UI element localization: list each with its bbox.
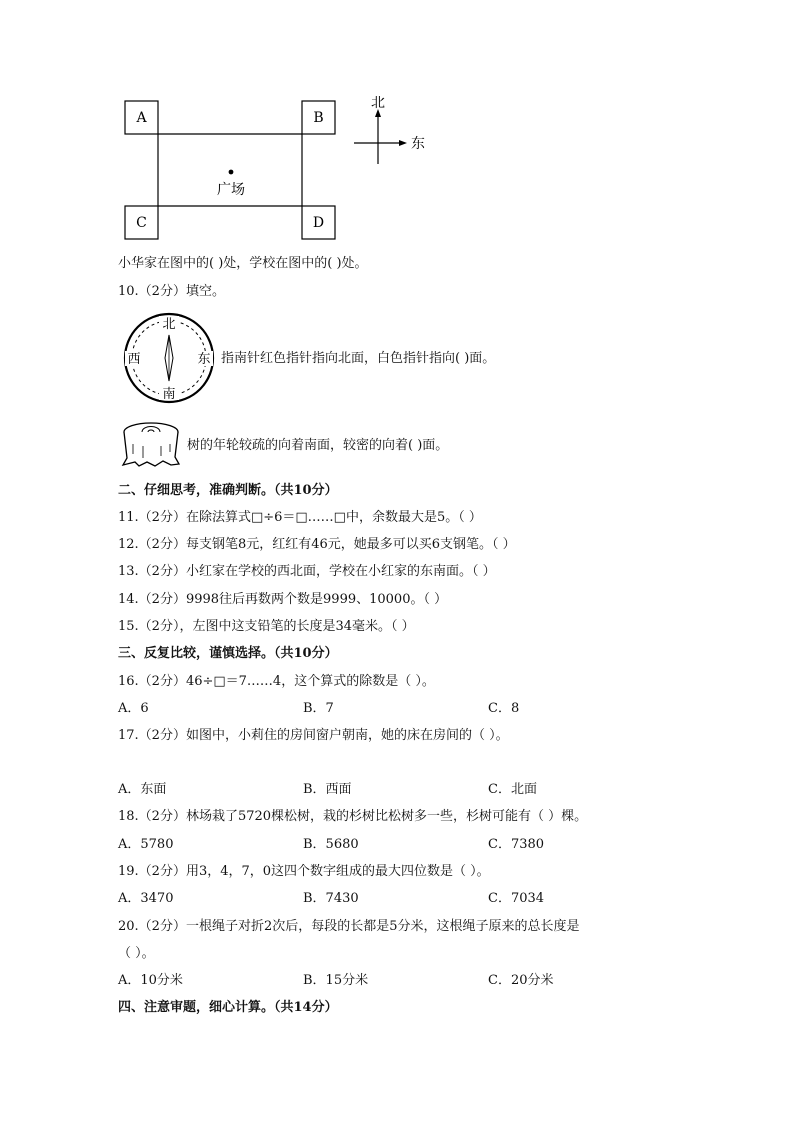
corner-label-c: C xyxy=(136,215,147,231)
square-label: 广场 xyxy=(217,182,245,198)
q15: 15.（2分），左图中这支铅笔的长度是34毫米。（ ） xyxy=(118,619,415,634)
tree-stump-icon xyxy=(121,420,183,470)
compass-dir-north: 北 xyxy=(162,317,176,332)
q9-text: 小华家在图中的( )处，学校在图中的( )处。 xyxy=(118,256,368,271)
compass-question: 指南针红色指针指向北面，白色指针指向( )面。 xyxy=(221,351,496,366)
q20-option-b: B．15分米 xyxy=(303,973,369,988)
map-figure xyxy=(118,96,438,246)
q16-stem: 16.（2分）46÷□＝7……4，这个算式的除数是（ ）。 xyxy=(118,674,435,689)
compass-dir-south: 南 xyxy=(162,387,176,402)
section-3-title: 三、反复比较，谨慎选择。（共10分） xyxy=(118,646,338,661)
compass-dir-west: 西 xyxy=(127,352,141,367)
compass-dir-east: 东 xyxy=(197,352,211,367)
q19-stem: 19.（2分）用3，4，7，0这四个数字组成的最大四位数是（ ）。 xyxy=(118,864,490,879)
q17-option-a: A．东面 xyxy=(118,782,167,797)
q18-option-c: C．7380 xyxy=(488,837,545,852)
q17-option-b: B．西面 xyxy=(303,782,352,797)
q10-stem: 10.（2分）填空。 xyxy=(118,284,225,299)
corner-label-d: D xyxy=(312,215,325,231)
q17-stem: 17.（2分）如图中，小莉住的房间窗户朝南，她的床在房间的（ ）。 xyxy=(118,728,509,743)
q16-option-b: B．7 xyxy=(303,701,334,716)
section-2-title: 二、仔细思考，准确判断。（共10分） xyxy=(118,483,338,498)
q16-option-a: A．6 xyxy=(118,701,149,716)
q20-option-c: C．20分米 xyxy=(488,973,554,988)
corner-label-a: A xyxy=(136,110,147,126)
square-point xyxy=(229,170,234,175)
q11: 11.（2分）在除法算式□÷6＝□……□中，余数最大是5。（ ） xyxy=(118,510,482,525)
q19-option-b: B．7430 xyxy=(303,891,359,906)
stump-question: 树的年轮较疏的向着南面，较密的向着( )面。 xyxy=(187,438,449,453)
q16-option-c: C．8 xyxy=(488,701,520,716)
q19-option-c: C．7034 xyxy=(488,891,545,906)
q18-option-a: A．5780 xyxy=(118,837,174,852)
q19-option-a: A．3470 xyxy=(118,891,174,906)
q20-stem-continued: （ ）。 xyxy=(118,946,155,961)
q20-option-a: A．10分米 xyxy=(118,973,183,988)
q18-option-b: B．5680 xyxy=(303,837,359,852)
compass-north-label: 北 xyxy=(371,96,385,111)
q12: 12.（2分）每支钢笔8元，红红有46元，她最多可以买6支钢笔。（ ） xyxy=(118,537,516,552)
section-4-title: 四、注意审题，细心计算。（共14分） xyxy=(118,1000,338,1015)
q20-stem: 20.（2分）一根绳子对折2次后，每段的长都是5分米，这根绳子原来的总长度是 xyxy=(118,919,580,934)
compass-illustration xyxy=(121,312,219,404)
q14: 14.（2分）9998往后再数两个数是9999、10000。（ ） xyxy=(118,592,448,607)
corner-label-b: B xyxy=(313,110,324,126)
q18-stem: 18.（2分）林场栽了5720棵松树，栽的杉树比松树多一些，杉树可能有（ ）棵。 xyxy=(118,809,588,824)
compass-east-label: 东 xyxy=(411,136,425,152)
q17-option-c: C．北面 xyxy=(488,782,537,797)
q13: 13.（2分）小红家在学校的西北面，学校在小红家的东南面。（ ） xyxy=(118,564,496,579)
